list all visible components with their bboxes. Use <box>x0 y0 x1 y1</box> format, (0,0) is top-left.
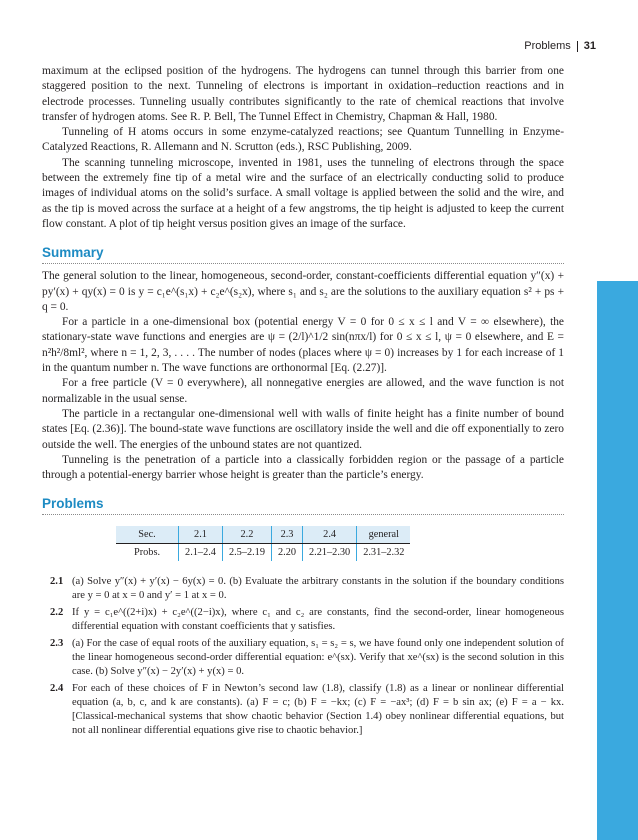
table-cell: general <box>357 526 411 544</box>
page-edge-tab <box>597 281 638 840</box>
problem-number: 2.4 <box>50 683 64 695</box>
intro-paragraph: maximum at the eclipsed position of the hydrogens. The hydrogens can tunnel through this barrier from one staggered position to the next. Tunneling of electrons is important in oxidation–reduction reactions and in electrode processes. Tunneling usually contributes significantly to the rate of chemical reactions that involve transfer of hydrogen atoms. See R. P. Bell, The Tunnel Effect in Chemistry, Chapman & Hall, 1980. <box>42 65 564 123</box>
page-number: 31 <box>583 40 596 52</box>
header-divider <box>577 41 578 52</box>
section-problems-table <box>116 526 410 561</box>
table-cell: Probs. <box>116 544 179 562</box>
table-row <box>116 544 410 562</box>
problem-number: 2.2 <box>50 607 64 619</box>
summary-paragraph: For a free particle (V = 0 everywhere), all nonnegative energies are allowed, and the wave function is not normalizable in the usual sense. <box>42 377 564 405</box>
intro-paragraph: The scanning tunneling microscope, invented in 1981, uses the tunneling of electrons through the space between the extremely fine tip of a metal wire and the surface of an electrically conducting solid to produce images of individual atoms on the solid’s surface. A small voltage is applied between the solid and the wire, and as the tip is moved across the surface at a height of a few angstroms, the tip height is adjusted to keep the current flow constant. A plot of tip height versus position gives an image of the surface. <box>42 156 564 230</box>
problem-item <box>50 575 564 603</box>
table-cell: 2.20 <box>271 544 302 562</box>
summary-paragraph: The particle in a rectangular one-dimensional well with walls of finite height has a finite number of bound states [Eq. (2.36)]. The bound-state wave functions are oscillatory inside the well and die off exponentially to zero outside the well. The energies of the unbound states are not quantized. <box>42 407 564 451</box>
summary-heading: Summary <box>42 245 564 264</box>
table-cell: Sec. <box>116 526 179 544</box>
running-header-section: Problems <box>524 40 571 52</box>
intro-paragraph: Tunneling of H atoms occurs in some enzyme-catalyzed reactions; see Quantum Tunnelling in Enzyme-Catalyzed Reactions, R. Allemann and N. Scrutton (eds.), RSC Publishing, 2009. <box>42 126 564 154</box>
table-row <box>116 526 410 544</box>
table-cell: 2.31–2.32 <box>363 547 405 559</box>
problem-text: (a) For the case of equal roots of the auxiliary equation, s₁ = s₂ = s, we have found only one independent solution of the linear homogeneous second-order differential equation: e^(sx). Verify that xe^(sx) is the second solution in this case. (b) Solve y″(x) − 2y′(x) + y(x) = 0. <box>72 638 564 678</box>
page-body <box>42 64 564 741</box>
summary-paragraph: The general solution to the linear, homogeneous, second-order, constant-coefficients differential equation y″(x) + py′(x) + qy(x) = 0 is y = c₁e^(s₁x) + c₂e^(s₂x), where s₁ and s₂ are the solutions to the auxiliary equation s² + ps + q = 0. <box>42 270 564 313</box>
table-cell: 2.2 <box>222 526 271 544</box>
running-header <box>524 40 596 52</box>
problem-item <box>50 637 564 679</box>
problem-number: 2.3 <box>50 638 64 650</box>
problem-item <box>50 606 564 634</box>
summary-paragraph: Tunneling is the penetration of a particle into a classically forbidden region or the passage of a particle through a potential-energy barrier whose height is greater than the particle’s energy. <box>42 453 564 482</box>
problem-text: If y = c₁e^((2+i)x) + c₂e^((2−i)x), where c₁ and c₂ are constants, find the second-order, linear homogeneous differential equation with constant coefficients that y satisfies. <box>72 607 564 633</box>
problem-text: For each of these choices of F in Newton’s second law (1.8), classify (1.8) as a linear or nonlinear differential equation (a, b, c, and k are constants). (a) F = c; (b) F = −kx; (c) F = −ax³; (d) F = b sin ax; (e) F = a − kx. [Classical-mechanical systems that show chaotic behavior (Section 1.4) obey nonlinear differential equations, but not all nonlinear differential equations give rise to chaotic behavior.] <box>72 683 564 737</box>
table-cell: 2.1–2.4 <box>179 544 223 562</box>
problems-heading: Problems <box>42 496 564 515</box>
problem-number: 2.1 <box>50 576 64 588</box>
table-cell: 2.5–2.19 <box>222 544 271 562</box>
table-cell: 2.21–2.30 <box>303 544 357 562</box>
problem-item <box>50 682 564 738</box>
table-cell: 2.3 <box>271 526 302 544</box>
table-cell: 2.4 <box>303 526 357 544</box>
problem-text: (a) Solve y″(x) + y′(x) − 6y(x) = 0. (b) Evaluate the arbitrary constants in the solution if the boundary conditions are y = 0 at x = 0 and y′ = 1 at x = 0. <box>72 576 564 602</box>
table-cell: 2.1 <box>179 526 223 544</box>
summary-paragraph: For a particle in a one-dimensional box (potential energy V = 0 for 0 ≤ x ≤ l and V = ∞ elsewhere), the stationary-state wave functions and energies are ψ = (2/l)^1/2 sin(nπx/l) for 0 ≤ x ≤ l, ψ = 0 elsewhere, and E = n²h²/8ml², where n = 1, 2, 3, . . . . The number of nodes (places where ψ = 0) increases by 1 for each increase of 1 in the quantum number n. The wave functions are orthonormal [Eq. (2.27)]. <box>42 316 564 375</box>
